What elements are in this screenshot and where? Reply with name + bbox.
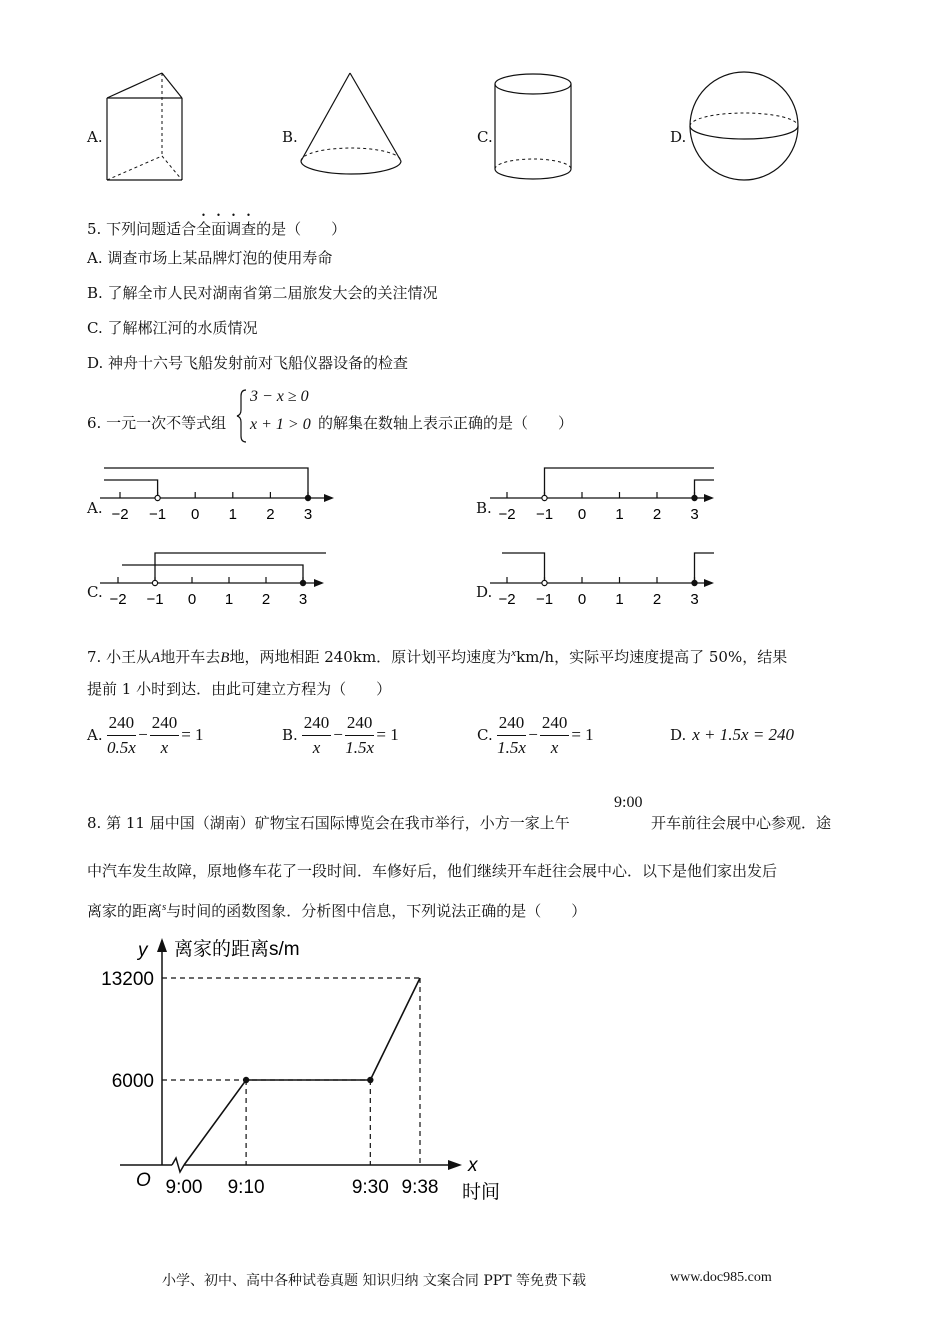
y-tick-label: 6000 [111, 1071, 154, 1092]
x-axis-label: 时间 [462, 1182, 501, 1203]
axis-arrow-icon [324, 494, 334, 502]
x-tick-label: 9:10 [227, 1177, 265, 1198]
x-tick-label: 9:00 [165, 1177, 203, 1198]
q7-line1-mid2: 地，两地相距 240km．原计划平均速度为 [229, 648, 512, 666]
q7-option-d-label: D. [670, 726, 687, 744]
q7-option-a-label: A. [87, 726, 103, 744]
open-point [542, 580, 547, 585]
q8-line3-pre: 离家的距离 [87, 902, 163, 920]
data-point [367, 1077, 373, 1083]
frac-numerator: 240 [107, 713, 137, 736]
x-axis-var: x [468, 1155, 478, 1176]
footer-url: www.doc985.com [670, 1270, 772, 1285]
tick-label: 0 [577, 591, 587, 608]
q5-option-b: B. 了解全市人民对湖南省第二届旅发大会的关注情况 [87, 284, 438, 302]
tick-label: −2 [498, 591, 516, 608]
solid-point [692, 580, 697, 585]
open-point [542, 495, 547, 500]
q8-stem-line1-post: 开车前往会展中心参观．途 [651, 814, 832, 832]
x-axis-arrow-icon [448, 1160, 462, 1170]
q7-line1-post: km/h，实际平均速度提高了 50%，结果 [516, 648, 788, 666]
frac-numerator: 240 [345, 713, 375, 736]
axis-arrow-icon [704, 579, 714, 587]
brace-icon [236, 388, 248, 444]
minus-sign: − [528, 725, 538, 744]
q6-option-c-label: C. [87, 583, 103, 601]
q7-line1-pre: 7. 小王从 [87, 648, 152, 666]
option-b-label: B. [282, 128, 298, 146]
solution-ray [104, 480, 158, 498]
q7-option-b-label: B. [282, 726, 298, 744]
q7-point-a: A [151, 650, 161, 666]
tick-label: 1 [228, 506, 237, 523]
q8-var-s: s [162, 901, 167, 913]
q7-option-c-label: C. [477, 726, 493, 744]
q5-stem-post: 的是（ ） [256, 220, 347, 238]
solid-point [300, 580, 305, 585]
q8-line3-post: 与时间的函数图象．分析图中信息，下列说法正确的是（ ） [166, 902, 587, 920]
x-tick-label: 9:30 [351, 1177, 389, 1198]
y-tick-label: 13200 [101, 969, 154, 990]
tick-label: 3 [298, 591, 308, 608]
option-c-label: C. [477, 128, 493, 146]
q8-time: 9:00 [614, 794, 643, 811]
frac-numerator: 240 [497, 713, 527, 736]
tick-label: 1 [615, 591, 624, 608]
q6-stem-post: 的解集在数轴上表示正确的是（ ） [318, 414, 574, 432]
solution-ray [545, 468, 715, 498]
q6-option-a-label: A. [87, 499, 103, 517]
tick-label: −2 [109, 591, 127, 608]
q8-stem-line1-pre: 8. 第 11 届中国（湖南）矿物宝石国际博览会在我市举行，小方一家上午 [87, 814, 570, 832]
number-line-a [100, 460, 345, 525]
y-axis [157, 938, 167, 1165]
tick-label: 0 [187, 591, 197, 608]
tick-label: 0 [577, 506, 587, 523]
number-line-c [100, 545, 345, 610]
q5-option-c: C. 了解郴江河的水质情况 [87, 319, 258, 337]
prism-figure [100, 68, 190, 184]
equals-rhs: = 1 [571, 725, 594, 744]
equals-rhs: = 1 [376, 725, 399, 744]
axis-arrow-icon [704, 494, 714, 502]
tick-label: 3 [690, 591, 699, 608]
q8-stem-line3 [87, 897, 586, 921]
q7-option-d [670, 712, 794, 758]
solution-ray [502, 553, 545, 583]
q6-option-b-label: B. [476, 499, 492, 517]
frac-denominator: x [550, 737, 559, 757]
q7-stem-line1 [87, 643, 787, 668]
option-d-label: D. [670, 128, 687, 146]
tick-label: −1 [149, 506, 167, 523]
frac-denominator: 1.5x [345, 737, 375, 757]
tick-label: 3 [303, 506, 313, 523]
y-axis-label: 离家的距离s/m [174, 939, 300, 960]
solution-ray [155, 553, 326, 583]
x-axis [120, 1158, 462, 1172]
number-line-d [490, 545, 725, 610]
frac-denominator: 0.5x [106, 737, 136, 757]
q6-stem-pre: 6. 一元一次不等式组 [87, 414, 227, 432]
solution-ray [122, 565, 303, 583]
axis-break-icon [172, 1158, 184, 1172]
y-axis-arrow-icon [157, 938, 167, 952]
y-axis-var: y [138, 940, 148, 961]
distance-time-chart [90, 928, 530, 1213]
solid-point [305, 495, 310, 500]
tick-label: 0 [191, 506, 200, 523]
minus-sign: − [138, 725, 148, 744]
frac-numerator: 240 [540, 713, 570, 736]
tick-label: 2 [261, 591, 271, 608]
tick-label: −2 [498, 506, 516, 523]
tick-label: −2 [111, 506, 129, 523]
equals-rhs: = 1 [181, 725, 204, 744]
q7-option-b [282, 712, 401, 758]
tick-label: 3 [690, 506, 699, 523]
q7-option-d-expr: x + 1.5x = 240 [692, 725, 795, 744]
q6-inequality-1: 3 − x ≥ 0 [250, 388, 309, 405]
q6-option-d-label: D. [476, 583, 493, 601]
solid-point [692, 495, 697, 500]
q7-line1-mid1: 地开车去 [160, 648, 221, 666]
tick-label: 1 [615, 506, 624, 523]
q5-stem-pre: 5. 下列问题适合 [87, 220, 197, 238]
q5-option-d: D. 神舟十六号飞船发射前对飞船仪器设备的检查 [87, 354, 409, 372]
series-line [184, 978, 420, 1165]
q7-point-b: B [220, 650, 230, 666]
open-point [152, 580, 157, 585]
footer-text: 小学、初中、高中各种试卷真题 知识归纳 文案合同 PPT 等免费下载 [162, 1273, 586, 1289]
q7-option-a [87, 712, 206, 758]
frac-denominator: x [160, 737, 169, 757]
q5-option-a: A. 调查市场上某品牌灯泡的使用寿命 [87, 249, 333, 267]
q7-stem-line2: 提前 1 小时到达．由此可建立方程为（ ） [87, 680, 392, 698]
number-line-b [490, 460, 725, 525]
q5-stem [87, 211, 346, 239]
frac-numerator: 240 [150, 713, 180, 736]
sphere-figure [684, 68, 806, 184]
cylinder-figure [490, 68, 580, 184]
minus-sign: − [333, 725, 343, 744]
q8-stem-line2: 中汽车发生故障，原地修车花了一段时间．车修好后，他们继续开车赶往会展中心．以下是他们家出发后 [87, 862, 778, 880]
q7-option-c [477, 712, 596, 758]
axis-arrow-icon [314, 579, 324, 587]
solution-ray [695, 553, 715, 583]
data-point [243, 1077, 249, 1083]
q7-var-x: x [511, 647, 517, 659]
tick-label: −1 [535, 591, 554, 608]
origin-label: O [136, 1170, 151, 1191]
frac-numerator: 240 [302, 713, 332, 736]
solution-ray [104, 468, 308, 498]
tick-label: 2 [652, 591, 662, 608]
q6-inequality-2: x + 1 > 0 [250, 416, 311, 433]
tick-label: 2 [266, 506, 275, 523]
q5-stem-emphasis: 全面调查 [196, 220, 257, 238]
tick-label: −1 [146, 591, 164, 608]
tick-label: −1 [535, 506, 554, 523]
x-tick-label: 9:38 [401, 1177, 439, 1198]
tick-label: 1 [224, 591, 234, 608]
frac-denominator: x [312, 737, 321, 757]
cone-figure [295, 68, 410, 184]
option-a-label: A. [87, 128, 103, 146]
open-point [155, 495, 160, 500]
tick-label: 2 [652, 506, 662, 523]
frac-denominator: 1.5x [497, 737, 526, 757]
